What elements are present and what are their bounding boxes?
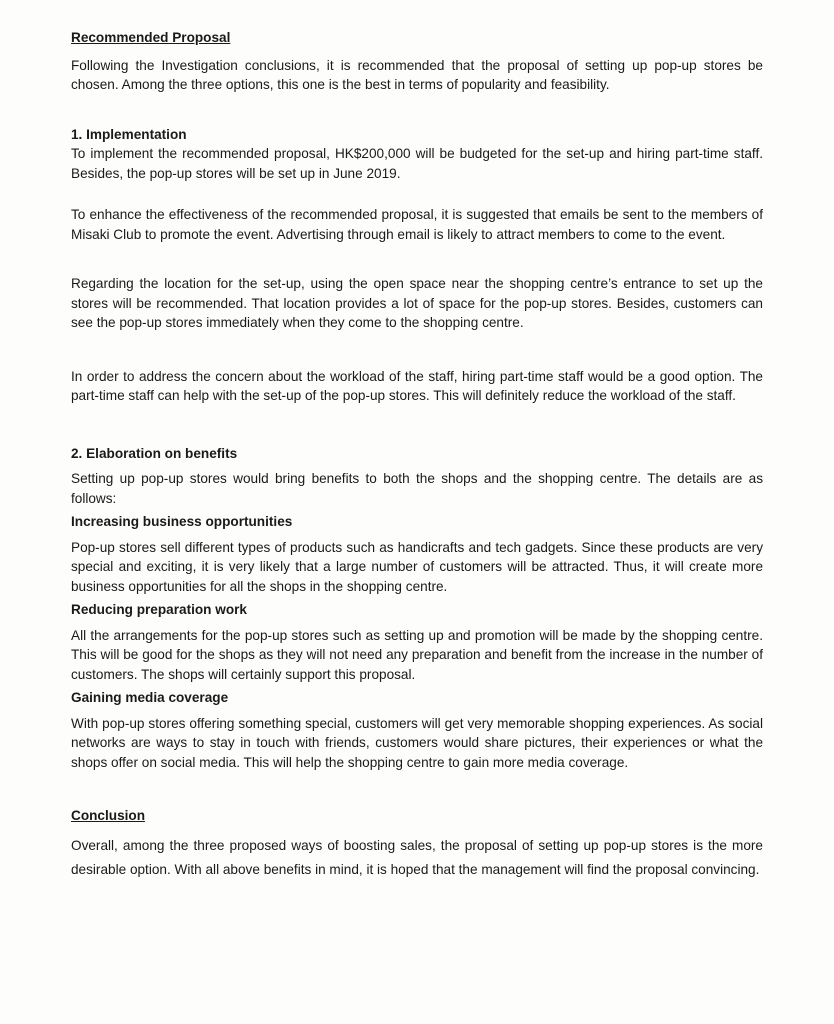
document-body — [71, 28, 763, 882]
benefit-title-business: Increasing business opportunities — [71, 514, 293, 529]
conclusion-paragraph: Overall, among the three proposed ways of boosting sales, the proposal of setting up pop-up stores is the more desirable option. With all above benefits in mind, it is hoped that the management will find the proposal convincing. — [71, 837, 763, 877]
implementation-paragraph-4: In order to address the concern about the workload of the staff, hiring part-time staff would be a good option. The part-time staff can help with the set-up of the pop-up stores. This will definitely reduce the workload of the staff. — [71, 368, 763, 403]
implementation-paragraph-1: To implement the recommended proposal, HK$200,000 will be budgeted for the set-up and hiring part-time staff. Besides, the pop-up stores will be set up in June 2019. — [71, 146, 763, 181]
benefits-heading: 2. Elaboration on benefits — [71, 445, 238, 461]
implementation-paragraph-2: To enhance the effectiveness of the recommended proposal, it is suggested that emails be sent to the members of Misaki Club to promote the event. Advertising through email is likely to attract members to come to the event. — [71, 207, 763, 242]
benefit-title-preparation: Reducing preparation work — [71, 602, 247, 617]
conclusion-heading: Conclusion — [71, 808, 146, 823]
benefit-title-media: Gaining media coverage — [71, 690, 229, 705]
implementation-paragraph-3: Regarding the location for the set-up, using the open space near the shopping centre’s entrance to set up the stores will be recommended. That location provides a lot of space for the pop-up stores. Besides, customers can see the pop-up stores immediately when they come to the shopping centre. — [71, 276, 763, 330]
recommended-proposal-heading: Recommended Proposal — [71, 30, 231, 45]
implementation-heading: 1. Implementation — [71, 126, 187, 142]
benefit-text-business: Pop-up stores sell different types of products such as handicrafts and tech gadgets. Since these products are very special and exciting, it is very likely that a large number of customers will be attracted. Thus, it will create more business opportunities for all the shops in the shopping centre. — [71, 539, 763, 594]
benefit-text-preparation: All the arrangements for the pop-up stores such as setting up and promotion will be made by the shopping centre. This will be good for the shops as they will not need any preparation and benefit from the increase in the number of customers. The shops will certainly support this proposal. — [71, 627, 763, 682]
recommended-intro-paragraph: Following the Investigation conclusions, it is recommended that the proposal of setting up pop-up stores be chosen. Among the three options, this one is the best in terms of popularity and feasibility. — [71, 57, 763, 92]
benefits-intro-paragraph: Setting up pop-up stores would bring benefits to both the shops and the shopping centre. The details are as follows: — [71, 471, 763, 506]
benefit-text-media: With pop-up stores offering something special, customers will get very memorable shopping experiences. As social networks are ways to stay in touch with friends, customers would share pictures, their experiences or what the shops offer on social media. This will help the shopping centre to gain more media coverage. — [71, 715, 763, 770]
